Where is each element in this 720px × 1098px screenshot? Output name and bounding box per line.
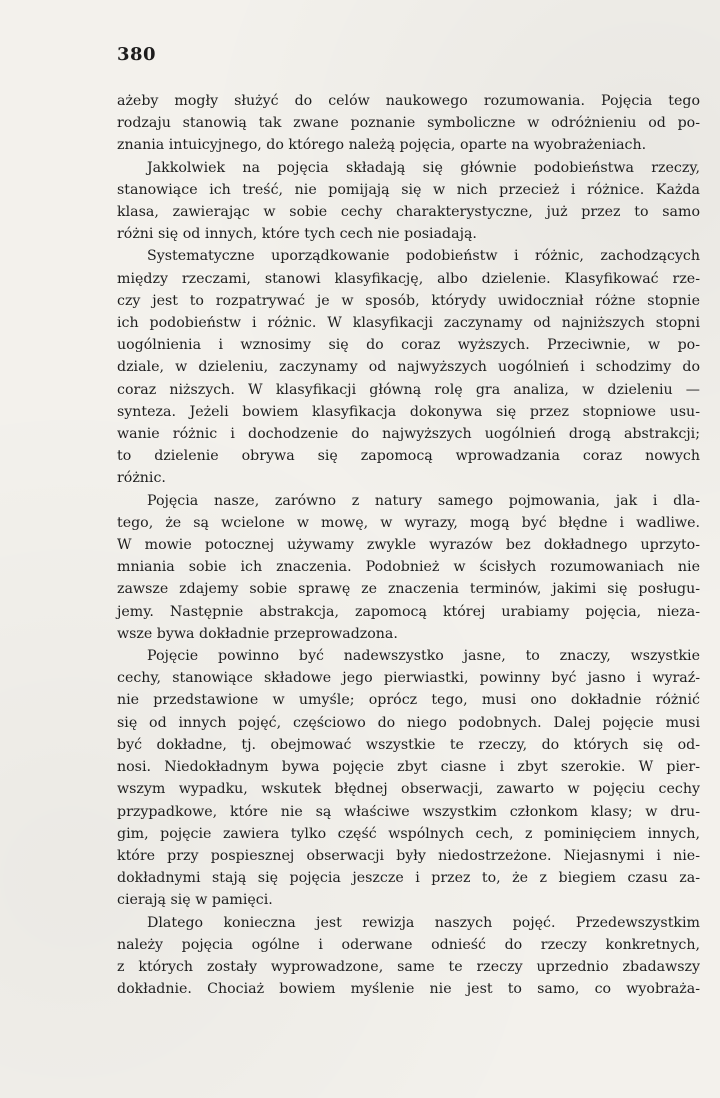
text-line: rodzaju stanowią tak zwane poznanie symboliczne w odróżnieniu od po-	[117, 115, 700, 132]
page-number: 380	[117, 44, 157, 65]
text-line: ażeby mogły służyć do celów naukowego rozumowania. Pojęcia tego	[117, 93, 700, 109]
text-line: które przy pospiesznej obserwacji były niedostrzeżone. Niejasnymi i nie-	[117, 847, 700, 864]
text-line: jemy. Następnie abstrakcja, zapomocą której urabiamy pojęcia, nieza-	[117, 603, 700, 620]
text-line: dokładnymi stają się pojęcia jeszcze i przez to, że z biegiem czasu za-	[117, 870, 700, 887]
text-line: synteza. Jeżeli bowiem klasyfikacja dokonywa się przez stopniowe usu-	[117, 403, 700, 420]
text-line: wanie różnic i dochodzenie do najwyższych uogólnień drogą abstrakcji;	[117, 426, 700, 443]
text-line: z których zostały wyprowadzone, same te rzeczy uprzednio zbadawszy	[117, 958, 700, 975]
text-line: cechy, stanowiące składowe jego pierwiastki, powinny być jasno i wyraź-	[117, 670, 700, 687]
text-line: między rzeczami, stanowi klasyfikację, albo dzielenie. Klasyfikować rze-	[117, 270, 700, 287]
text-line: Jakkolwiek na pojęcia składają się głównie podobieństwa rzeczy,	[147, 159, 700, 176]
text-line: Dlatego konieczna jest rewizja naszych pojęć. Przedewszystkim	[147, 914, 700, 931]
text-line: ich podobieństw i różnic. W klasyfikacji zaczynamy od najniższych stopni	[117, 315, 700, 332]
text-line: różnic.	[117, 470, 166, 487]
text-line: dziale, w dzieleniu, zaczynamy od najwyższych uogólnień i schodzimy do	[117, 359, 700, 376]
text-line: stanowiące ich treść, nie pomijają się w nich przecież i różnice. Każda	[117, 181, 700, 198]
text-line: należy pojęcia ogólne i oderwane odnieść do rzeczy konkretnych,	[117, 936, 700, 953]
text-line: zawsze zdajemy sobie sprawę ze znaczenia terminów, jakimi się posługu-	[117, 581, 700, 598]
text-line: Pojęcia nasze, zarówno z natury samego pojmowania, jak i dla-	[147, 492, 700, 509]
text-line: coraz niższych. W klasyfikacji główną rolę gra analiza, w dzieleniu —	[117, 381, 700, 398]
text-line: nosi. Niedokładnym bywa pojęcie zbyt ciasne i zbyt szerokie. W pier-	[117, 759, 700, 776]
body-text	[117, 90, 700, 1000]
text-line: wsze bywa dokładnie przeprowadzona.	[117, 625, 398, 642]
text-line: znania intuicyjnego, do którego należą pojęcia, oparte na wyobrażeniach.	[117, 137, 647, 154]
text-line: Systematyczne uporządkowanie podobieństw i różnic, zachodzących	[147, 248, 700, 265]
text-line: tego, że są wcielone w mowę, w wyrazy, mogą być błędne i wadliwe.	[117, 514, 700, 531]
text-line: mniania sobie ich znaczenia. Podobnież w ścisłych rozumowaniach nie	[117, 559, 700, 576]
text-line: przypadkowe, które nie są właściwe wszystkim członkom klasy; w dru-	[117, 803, 700, 820]
text-line: dokładnie. Chociaż bowiem myślenie nie jest to samo, co wyobraża-	[117, 981, 700, 998]
text-line: cierają się w pamięci.	[117, 892, 273, 909]
text-line: gim, pojęcie zawiera tylko część wspólnych cech, z pominięciem innych,	[117, 825, 700, 842]
text-line: różni się od innych, które tych cech nie posiadają.	[117, 226, 477, 243]
text-line: uogólnienia i wznosimy się do coraz wyższych. Przeciwnie, w po-	[117, 337, 700, 354]
text-line: to dzielenie obrywa się zapomocą wprowadzania coraz nowych	[117, 448, 700, 465]
text-line: wszym wypadku, wskutek błędnej obserwacji, zawarto w pojęciu cechy	[117, 781, 700, 798]
text-line: Pojęcie powinno być nadewszystko jasne, to znaczy, wszystkie	[147, 648, 700, 665]
text-line: nie przedstawione w umyśle; oprócz tego, musi ono dokładnie różnić	[117, 692, 700, 709]
text-line: klasa, zawierając w sobie cechy charakterystyczne, już przez to samo	[117, 204, 700, 221]
text-line: czy jest to rozpatrywać je w sposób, którydy uwidoczniał różne stopnie	[117, 292, 700, 309]
text-line: się od innych pojęć, częściowo do niego podobnych. Dalej pojęcie musi	[117, 714, 700, 731]
text-line: być dokładne, tj. obejmować wszystkie te rzeczy, do których się od-	[117, 736, 700, 753]
text-line: W mowie potocznej używamy zwykle wyrazów bez dokładnego uprzyto-	[117, 537, 700, 554]
